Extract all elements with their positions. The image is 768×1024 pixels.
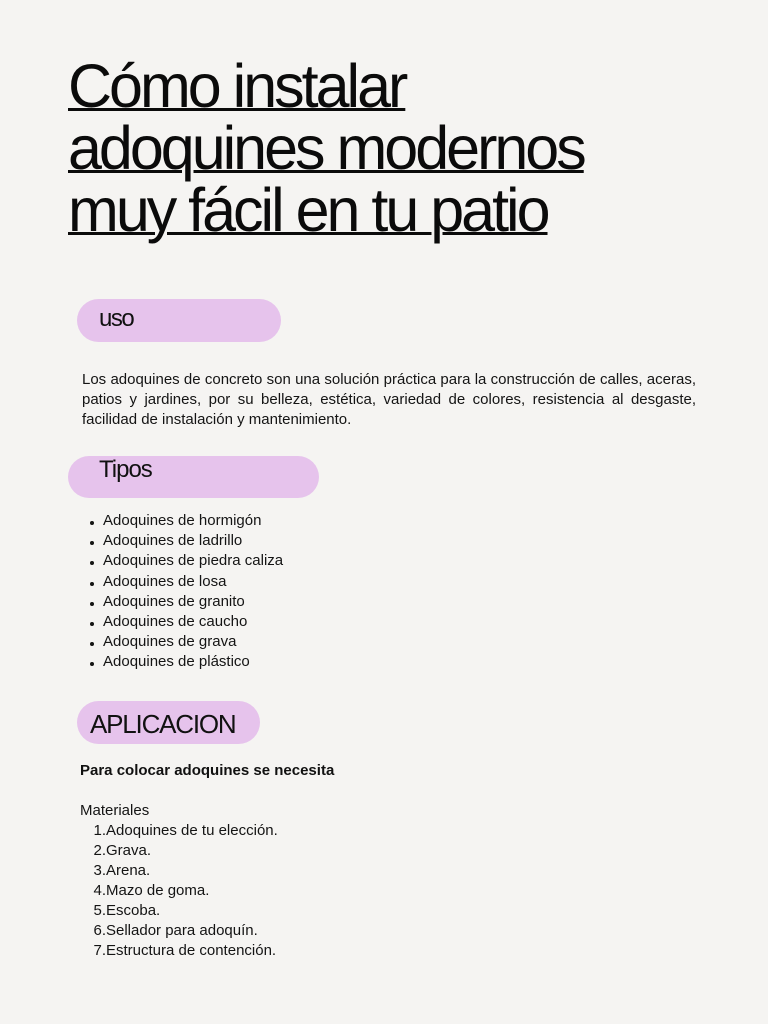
list-item-text: Escoba. bbox=[106, 902, 161, 919]
list-item: Adoquines de granito bbox=[103, 592, 283, 612]
list-item-number: 4. bbox=[93, 882, 106, 899]
materiales-list bbox=[80, 821, 278, 961]
list-item bbox=[80, 881, 278, 901]
materiales-label: Materiales bbox=[80, 802, 150, 819]
list-item-number: 3. bbox=[93, 862, 106, 879]
list-item-number: 1. bbox=[93, 822, 106, 839]
list-item bbox=[80, 821, 278, 841]
title-line-3: muy fácil en tu patio bbox=[68, 176, 548, 244]
list-item-number: 5. bbox=[93, 902, 106, 919]
list-item-number: 6. bbox=[93, 922, 106, 939]
section-heading-tipos: Tipos bbox=[68, 456, 319, 498]
aplicacion-subheading: Para colocar adoquines se necesita bbox=[80, 762, 335, 779]
list-item-text: Mazo de goma. bbox=[106, 882, 210, 899]
list-item-text: Arena. bbox=[106, 862, 151, 879]
list-item-text: Adoquines de tu elección. bbox=[106, 822, 278, 839]
list-item: Adoquines de plástico bbox=[103, 652, 283, 672]
list-item-text: Estructura de contención. bbox=[106, 942, 277, 959]
list-item-number: 7. bbox=[93, 942, 106, 959]
list-item: Adoquines de caucho bbox=[103, 612, 283, 632]
list-item-text: Grava. bbox=[106, 842, 152, 859]
list-item: Adoquines de piedra caliza bbox=[103, 551, 283, 571]
list-item-text: Sellador para adoquín. bbox=[106, 922, 258, 939]
uso-paragraph: Los adoquines de concreto son una solución práctica para la construcción de calles, aceras, patios y jardines, por su belleza, estética, variedad de colores, resistencia al desgaste, facilidad de instalación y mantenimiento. bbox=[82, 371, 696, 428]
list-item bbox=[80, 841, 278, 861]
page-title bbox=[68, 52, 708, 244]
list-item bbox=[80, 921, 278, 941]
list-item bbox=[80, 941, 278, 961]
list-item: Adoquines de losa bbox=[103, 572, 283, 592]
tipos-list bbox=[103, 511, 283, 673]
list-item: Adoquines de ladrillo bbox=[103, 531, 283, 551]
section-heading-uso: uso bbox=[77, 299, 281, 342]
list-item: Adoquines de hormigón bbox=[103, 511, 283, 531]
title-line-2: adoquines modernos bbox=[68, 114, 584, 182]
title-line-1: Cómo instalar bbox=[68, 52, 406, 120]
list-item-number: 2. bbox=[93, 842, 106, 859]
section-heading-aplicacion: APLICACION bbox=[77, 701, 260, 744]
list-item bbox=[80, 861, 278, 881]
list-item bbox=[80, 901, 278, 921]
list-item: Adoquines de grava bbox=[103, 632, 283, 652]
